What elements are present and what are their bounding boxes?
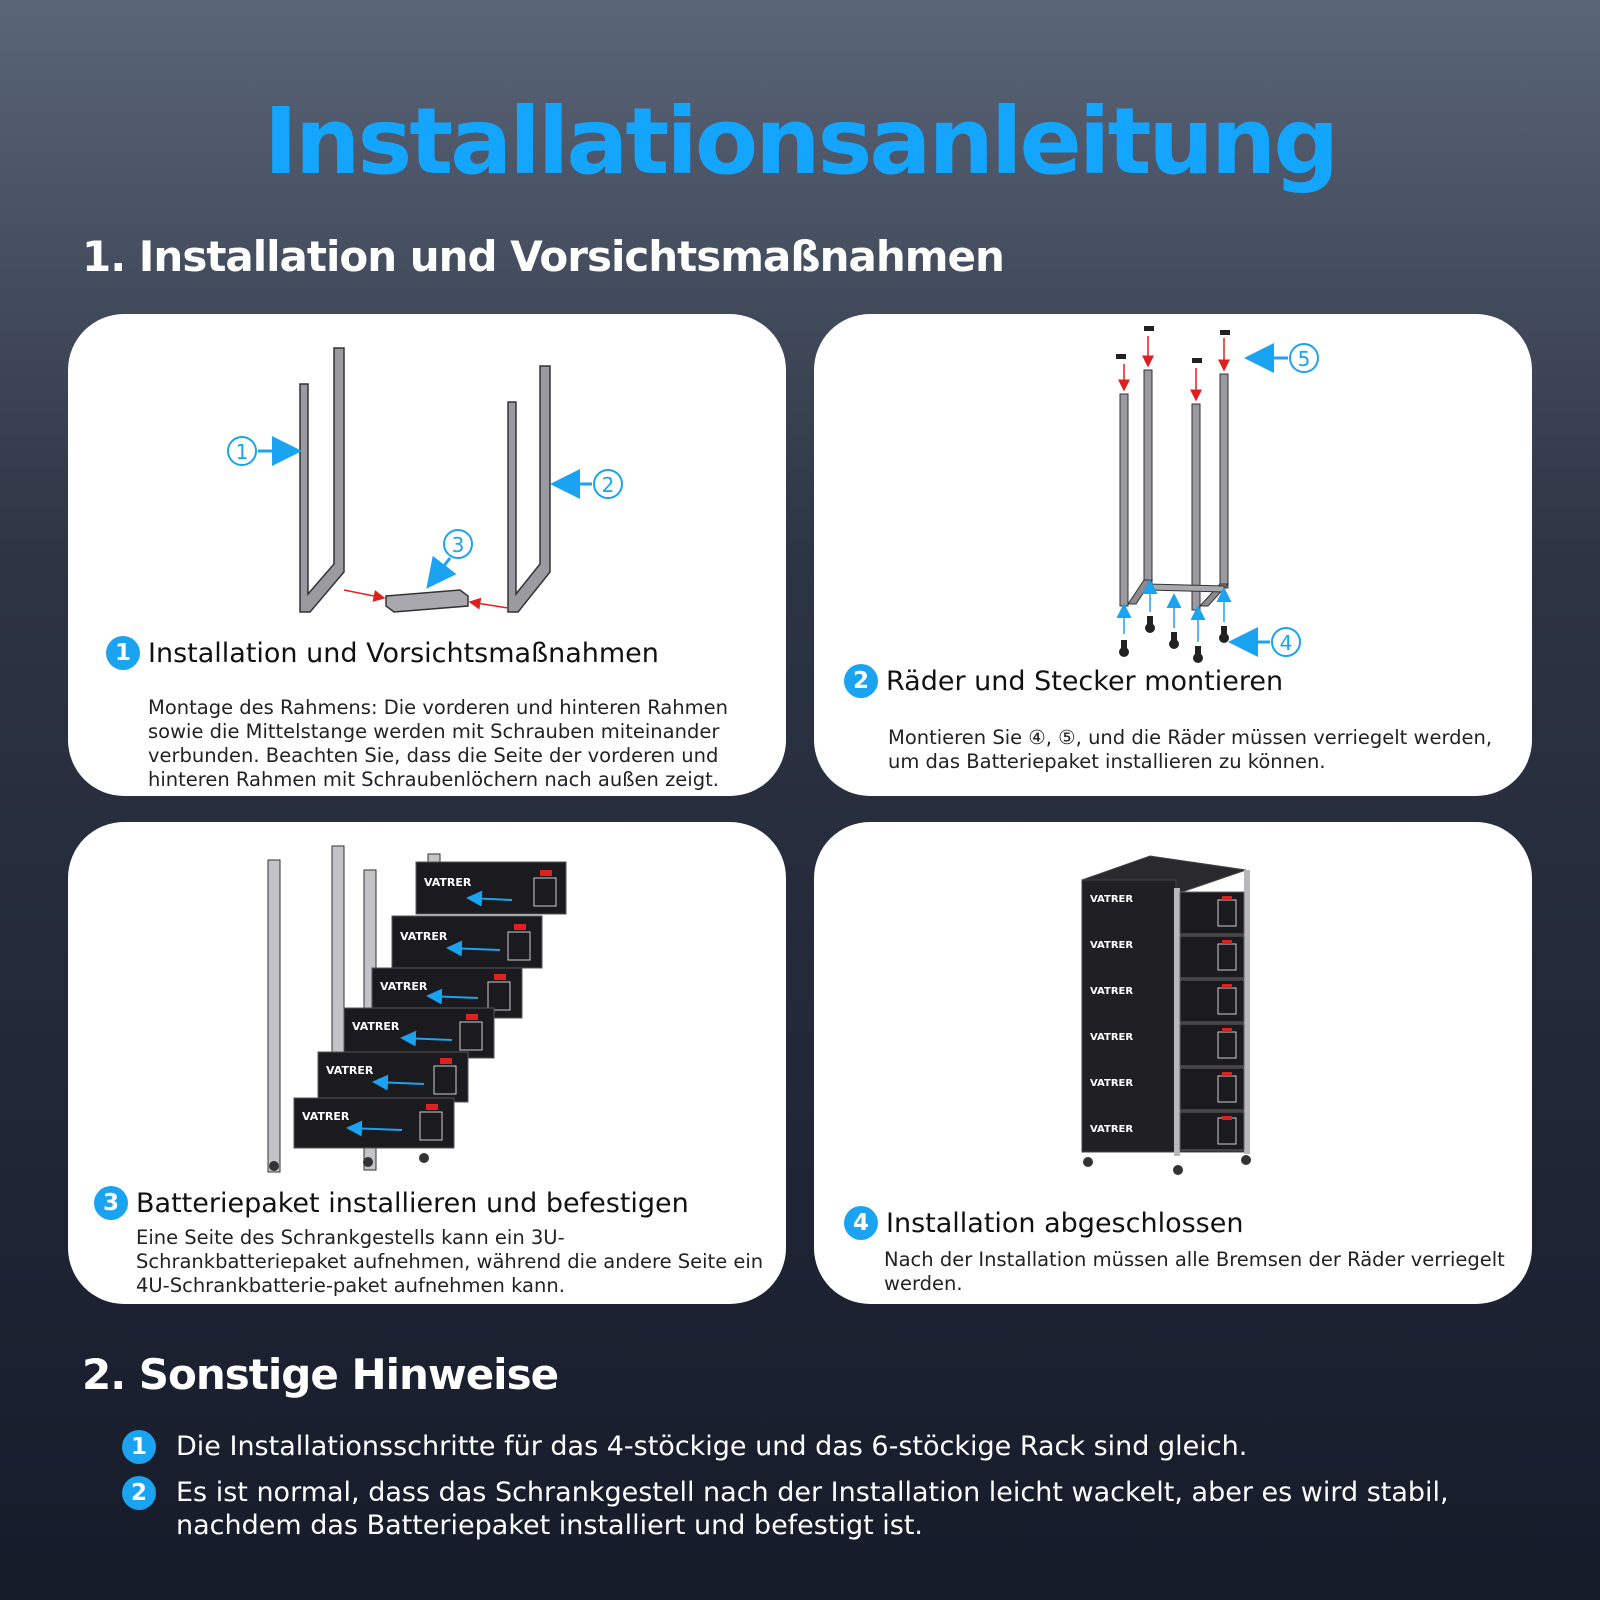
note-2 xyxy=(122,1476,1502,1542)
step-4-badge: 4 xyxy=(844,1206,878,1240)
step-4-heading xyxy=(844,1206,1243,1240)
svg-text:1: 1 xyxy=(235,440,249,464)
svg-text:VATRER: VATRER xyxy=(400,930,448,943)
svg-text:5: 5 xyxy=(1297,347,1311,371)
svg-text:VATRER: VATRER xyxy=(326,1064,374,1077)
step-3-title: Batteriepaket installieren und befestigen xyxy=(136,1187,689,1219)
note-2-badge: 2 xyxy=(122,1476,156,1510)
step-1-description: Montage des Rahmens: Die vorderen und hinteren Rahmen sowie die Mittelstange werden mit Schrauben miteinander verbunden. Beachten Sie, dass die Seite der vorderen und hinteren Rahmen mit Schraubenlöchern nach außen zeigt. xyxy=(148,696,729,791)
frame-assembly-illustration xyxy=(68,314,786,644)
step-card-4 xyxy=(814,822,1532,1304)
svg-text:2: 2 xyxy=(601,473,615,497)
note-2-text: Es ist normal, dass das Schrankgestell nach der Installation leicht wackelt, aber es wird stabil, nachdem das Batteriepaket installiert und befestigt ist. xyxy=(176,1477,1449,1541)
step-4-description: Nach der Installation müssen alle Bremsen der Räder verriegelt werden. xyxy=(884,1248,1505,1295)
step-2-description: Montieren Sie ④, ⑤, und die Räder müssen verriegelt werden, um das Batteriepaket installieren zu können. xyxy=(888,726,1493,773)
svg-text:VATRER: VATRER xyxy=(302,1110,350,1123)
step-1-title: Installation und Vorsichtsmaßnahmen xyxy=(148,637,659,669)
wheels-and-plugs-illustration xyxy=(814,314,1532,674)
note-1 xyxy=(122,1430,1522,1464)
step-2-heading xyxy=(844,664,1283,698)
step-3-badge: 3 xyxy=(94,1186,128,1220)
svg-text:VATRER: VATRER xyxy=(380,980,428,993)
section-2-heading: 2. Sonstige Hinweise xyxy=(82,1350,559,1399)
section-1-heading: 1. Installation und Vorsichtsmaßnahmen xyxy=(82,232,1004,281)
svg-text:VATRER: VATRER xyxy=(1090,1124,1134,1135)
svg-text:4: 4 xyxy=(1279,631,1293,655)
svg-text:VATRER: VATRER xyxy=(1090,1078,1134,1089)
step-1-heading xyxy=(106,636,659,670)
step-2-title: Räder und Stecker montieren xyxy=(886,665,1284,697)
svg-text:3: 3 xyxy=(451,533,465,557)
step-4-title: Installation abgeschlossen xyxy=(886,1207,1244,1239)
step-3-description: Eine Seite des Schrankgestells kann ein 3U-Schrankbatteriepaket aufnehmen, während die andere Seite ein 4U-Schrankbatterie-paket aufnehmen kann. xyxy=(136,1226,764,1297)
svg-text:VATRER: VATRER xyxy=(1090,1032,1134,1043)
step-2-badge: 2 xyxy=(844,664,878,698)
svg-text:VATRER: VATRER xyxy=(424,876,472,889)
step-card-3 xyxy=(68,822,786,1304)
svg-text:VATRER: VATRER xyxy=(1090,940,1134,951)
page-title: Installationsanleitung xyxy=(263,88,1337,195)
svg-text:VATRER: VATRER xyxy=(352,1020,400,1033)
completed-rack-illustration xyxy=(814,822,1532,1182)
step-card-2 xyxy=(814,314,1532,796)
step-3-heading xyxy=(94,1186,689,1220)
svg-text:VATRER: VATRER xyxy=(1090,894,1134,905)
step-card-1 xyxy=(68,314,786,796)
battery-insertion-illustration xyxy=(68,822,786,1182)
note-1-text: Die Installationsschritte für das 4-stöckige und das 6-stöckige Rack sind gleich. xyxy=(176,1431,1248,1462)
note-1-badge: 1 xyxy=(122,1430,156,1464)
step-1-badge: 1 xyxy=(106,636,140,670)
svg-text:VATRER: VATRER xyxy=(1090,986,1134,997)
